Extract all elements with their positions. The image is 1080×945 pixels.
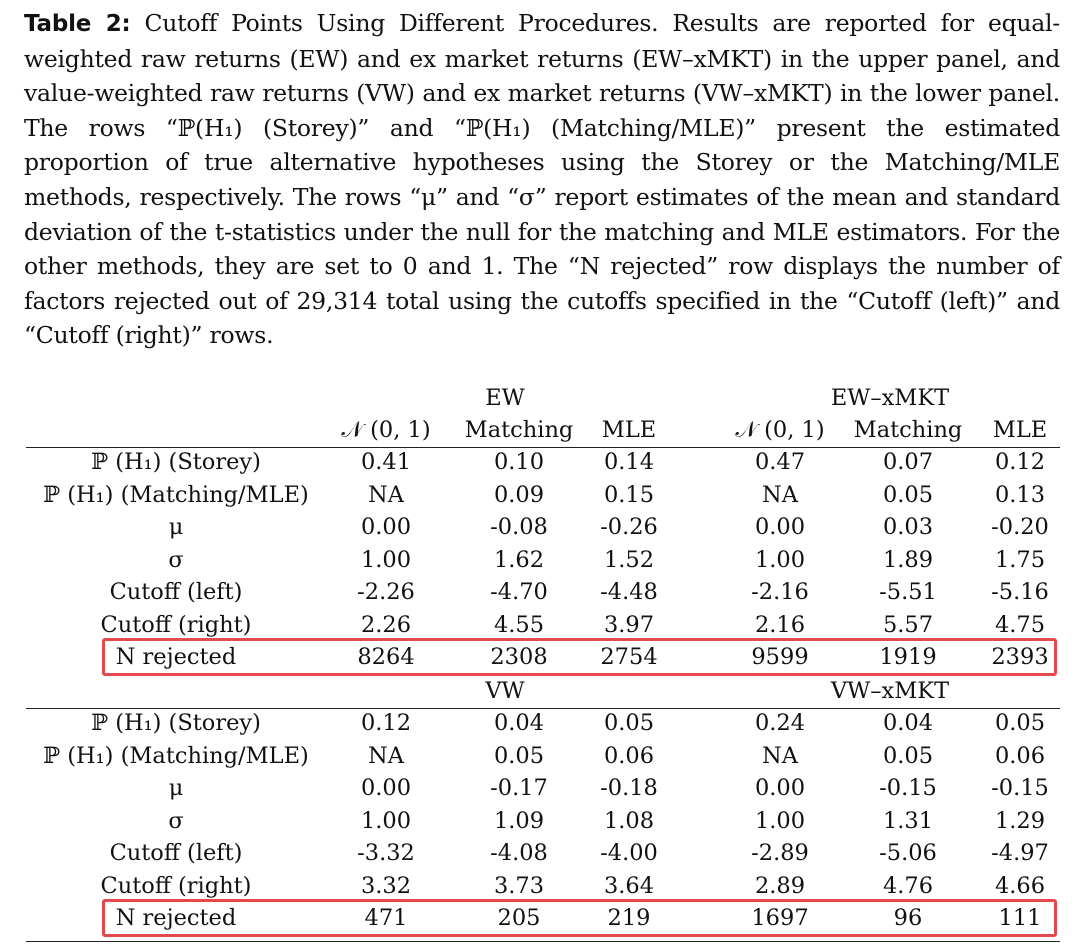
table-cell: 0.00 [754,514,806,540]
table-cell: -4.48 [600,579,658,605]
table-cell: 1.08 [603,807,655,834]
row-label: N rejected [115,905,237,931]
row-label: Cutoff (left) [109,840,243,866]
table-cell: 2308 [490,644,548,670]
table-cell: -2.16 [751,579,809,605]
table-cell: -2.89 [751,840,809,866]
table-cell: 0.14 [603,449,655,475]
panel-group-header: VW–xMKT [830,678,950,704]
n-rejected-highlight [102,899,1057,937]
table-cell: -0.26 [600,514,658,540]
table-cell: NA [368,481,404,508]
table-cell: 2.16 [754,611,806,638]
row-label: Cutoff (right) [100,611,252,638]
table-cell: 3.32 [360,872,412,899]
table-cell: 2393 [991,644,1049,670]
table-cell: 1.31 [882,807,934,834]
table-cell: 0.07 [882,449,934,475]
table-cell: NA [368,742,404,769]
table-cell: -4.97 [991,840,1049,866]
n-rejected-highlight [102,638,1057,676]
table-cell: 0.00 [360,775,412,801]
row-label: ℙ (H₁) (Matching/MLE) [43,481,309,508]
row-label: Cutoff (right) [100,872,252,899]
table-cell: 205 [497,905,541,931]
panel-group-header: EW–xMKT [830,385,950,411]
table-cell: 1.09 [493,807,545,834]
table-cell: 0.24 [754,710,806,736]
table-cell: NA [762,742,798,769]
table-cell: -4.70 [490,579,548,605]
panel-group-header: EW [485,385,525,411]
row-label: ℙ (H₁) (Storey) [91,710,261,736]
table-cell: 0.12 [994,449,1046,475]
table-cell: 111 [998,905,1042,931]
caption-label: Table 2: [24,11,131,37]
table-cell: 0.03 [882,514,934,540]
column-header: MLE [601,417,657,443]
column-header: Matching [464,417,574,443]
row-label: N rejected [115,644,237,670]
table-cell: 8264 [357,644,415,670]
table-cell: 0.12 [360,710,412,736]
table-cell: -0.15 [991,775,1049,801]
table-cell: 0.05 [994,710,1046,736]
table-cell: 3.97 [603,611,655,638]
table-cell: 0.09 [493,481,545,508]
table-cell: 0.05 [882,742,934,769]
table-cell: 0.06 [994,742,1046,769]
table-cell: 0.00 [754,775,806,801]
row-label: ℙ (H₁) (Matching/MLE) [43,742,309,769]
table-cell: 0.05 [493,742,545,769]
row-label: μ [168,775,184,801]
table-cell: 1.00 [360,546,412,573]
table-cell: 0.05 [603,710,655,736]
table-cell: 0.04 [493,710,545,736]
table-cell: 1.00 [754,546,806,573]
table-cell: 3.73 [493,872,545,899]
table-cell: 1.52 [603,546,655,573]
table-cell: 1697 [751,905,809,931]
column-header: Matching [853,417,963,443]
table-cell: 2754 [600,644,658,670]
table-cell: 0.41 [360,449,412,475]
table-cell: -0.18 [600,775,658,801]
table-cell: 1.62 [493,546,545,573]
table-cell: 3.64 [603,872,655,899]
table-cell: 0.06 [603,742,655,769]
table-cell: 1.00 [754,807,806,834]
row-label: σ [168,546,184,573]
caption-text: Cutoff Points Using Different Procedures. Results are reported for equal-weighted raw returns (EW) and ex market returns (EW–xMKT) in the upper panel, and value-weighted raw returns (VW) and ex market returns (VW–xMKT) in the lower panel. The rows “ℙ(H₁) (Storey)” and “ℙ(H₁) (Matching/MLE)” present the estimated proportion of true alternative hypotheses using the Storey or the Matching/MLE methods, respectively. The rows “μ” and “σ” report estimates of the mean and standard deviation of the t-statistics under the null for the matching and MLE estimators. For the other methods, they are set to 0 and 1. The “N rejected” row displays the number of factors rejected out of 29,314 total using the cutoffs specified in the “Cutoff (left)” and “Cutoff (right)” rows. [24,9,1060,350]
row-label: σ [168,807,184,834]
table-cell: -0.15 [879,775,937,801]
table-cell: 1.29 [994,807,1046,834]
table-cell: 0.13 [994,481,1046,508]
table-cell: 219 [607,905,651,931]
column-header: MLE [992,417,1048,443]
row-label: Cutoff (left) [109,579,243,605]
table-cell: -0.17 [490,775,548,801]
table-cell: -4.08 [490,840,548,866]
table-cell: -2.26 [357,579,415,605]
table-cell: 2.89 [754,872,806,899]
table-cell: 4.55 [493,611,545,638]
table-cell: 1.00 [360,807,412,834]
table-cell: 1.75 [994,546,1046,573]
table-cell: 4.75 [994,611,1046,638]
table-cell: 2.26 [360,611,412,638]
table-cell: -5.06 [879,840,937,866]
table-cell: 0.15 [603,481,655,508]
table-cell: 0.00 [360,514,412,540]
table-cell: -5.51 [879,579,937,605]
column-header: 𝒩 (0, 1) [735,417,825,443]
table-cell: 0.05 [882,481,934,508]
table-cell: NA [762,481,798,508]
panel-group-header: VW [485,678,525,704]
row-label: μ [168,514,184,540]
table-cell: 0.04 [882,710,934,736]
table-rule-bottom [26,941,1060,942]
table-cell: 5.57 [882,611,934,638]
table-cell: 471 [364,905,408,931]
table-cell: 0.10 [493,449,545,475]
table-cell: -0.08 [490,514,548,540]
table-cell: 1919 [879,644,937,670]
table-cell: 4.76 [882,872,934,899]
table-cell: -0.20 [991,514,1049,540]
table-cell: 96 [893,905,923,931]
row-label: ℙ (H₁) (Storey) [91,449,261,475]
column-header: 𝒩 (0, 1) [341,417,431,443]
table-cell: -4.00 [600,840,658,866]
table-cell: -3.32 [357,840,415,866]
table-cell: 4.66 [994,872,1046,899]
table-cell: -5.16 [991,579,1049,605]
table-cell: 1.89 [882,546,934,573]
table-cell: 0.47 [754,449,806,475]
table-cell: 9599 [751,644,809,670]
